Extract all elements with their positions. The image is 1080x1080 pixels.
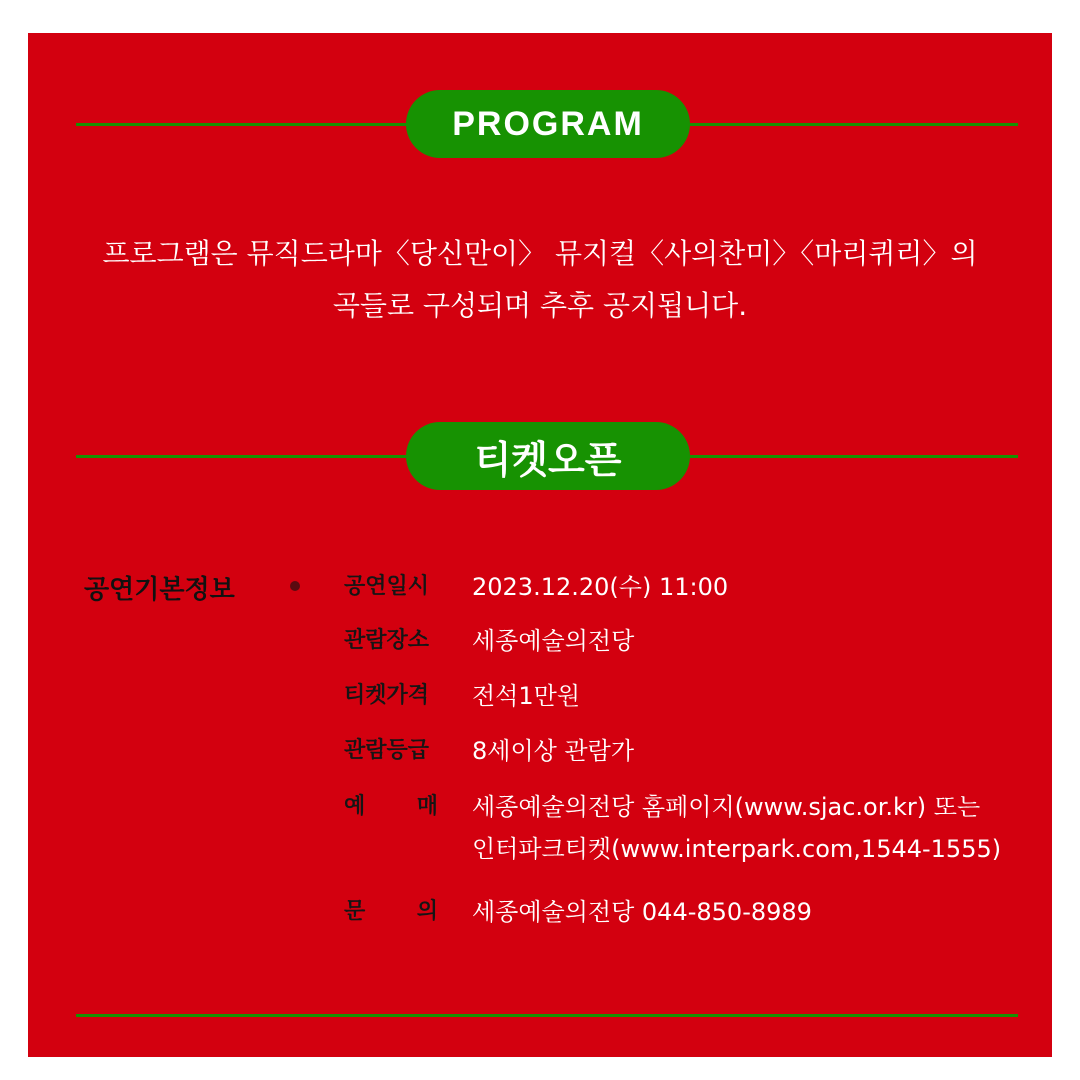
label-text: 공연일시 <box>344 574 430 599</box>
info-row-value: 세종예술의전당 홈페이지(www.sjac.or.kr) 또는 <box>472 793 981 821</box>
info-row-value: 8세이상 관람가 <box>472 737 635 765</box>
info-row-label <box>344 785 438 829</box>
label-text: 관람등급 <box>344 738 430 763</box>
label-text: 문 <box>344 899 366 924</box>
label-text-right: 의 <box>416 899 438 924</box>
info-row-label <box>344 565 438 609</box>
label-text: 관람장소 <box>344 628 430 653</box>
info-row-value: 전석1만원 <box>472 682 581 710</box>
label-text-right: 매 <box>416 794 438 819</box>
bottom-divider-line <box>76 1014 1018 1017</box>
poster-panel <box>28 33 1052 1057</box>
program-description <box>28 228 1052 332</box>
label-text: 예 <box>344 794 366 819</box>
info-row-label <box>344 619 438 663</box>
info-row-label <box>344 890 438 934</box>
info-row-value: 세종예술의전당 044-850-8989 <box>472 898 812 926</box>
info-title: 공연기본정보 <box>84 575 235 605</box>
ticket-heading: 티켓오픈 <box>406 422 690 490</box>
info-row-value: 2023.12.20(수) 11:00 <box>472 573 729 601</box>
bullet-dot <box>290 581 300 591</box>
program-text-line-1: 프로그램은 뮤직드라마〈당신만이〉 뮤지컬〈사의찬미〉〈마리퀴리〉의 <box>102 237 978 270</box>
info-row-label <box>344 729 438 773</box>
info-row-label <box>344 674 438 718</box>
info-row-value: 세종예술의전당 <box>472 627 635 655</box>
info-row-value-line2: 인터파크티켓(www.interpark.com,1544-1555) <box>472 835 1002 863</box>
program-heading: PROGRAM <box>406 90 690 158</box>
label-text: 티켓가격 <box>344 683 430 708</box>
program-text-line-2: 곡들로 구성되며 추후 공지됩니다. <box>332 289 748 322</box>
